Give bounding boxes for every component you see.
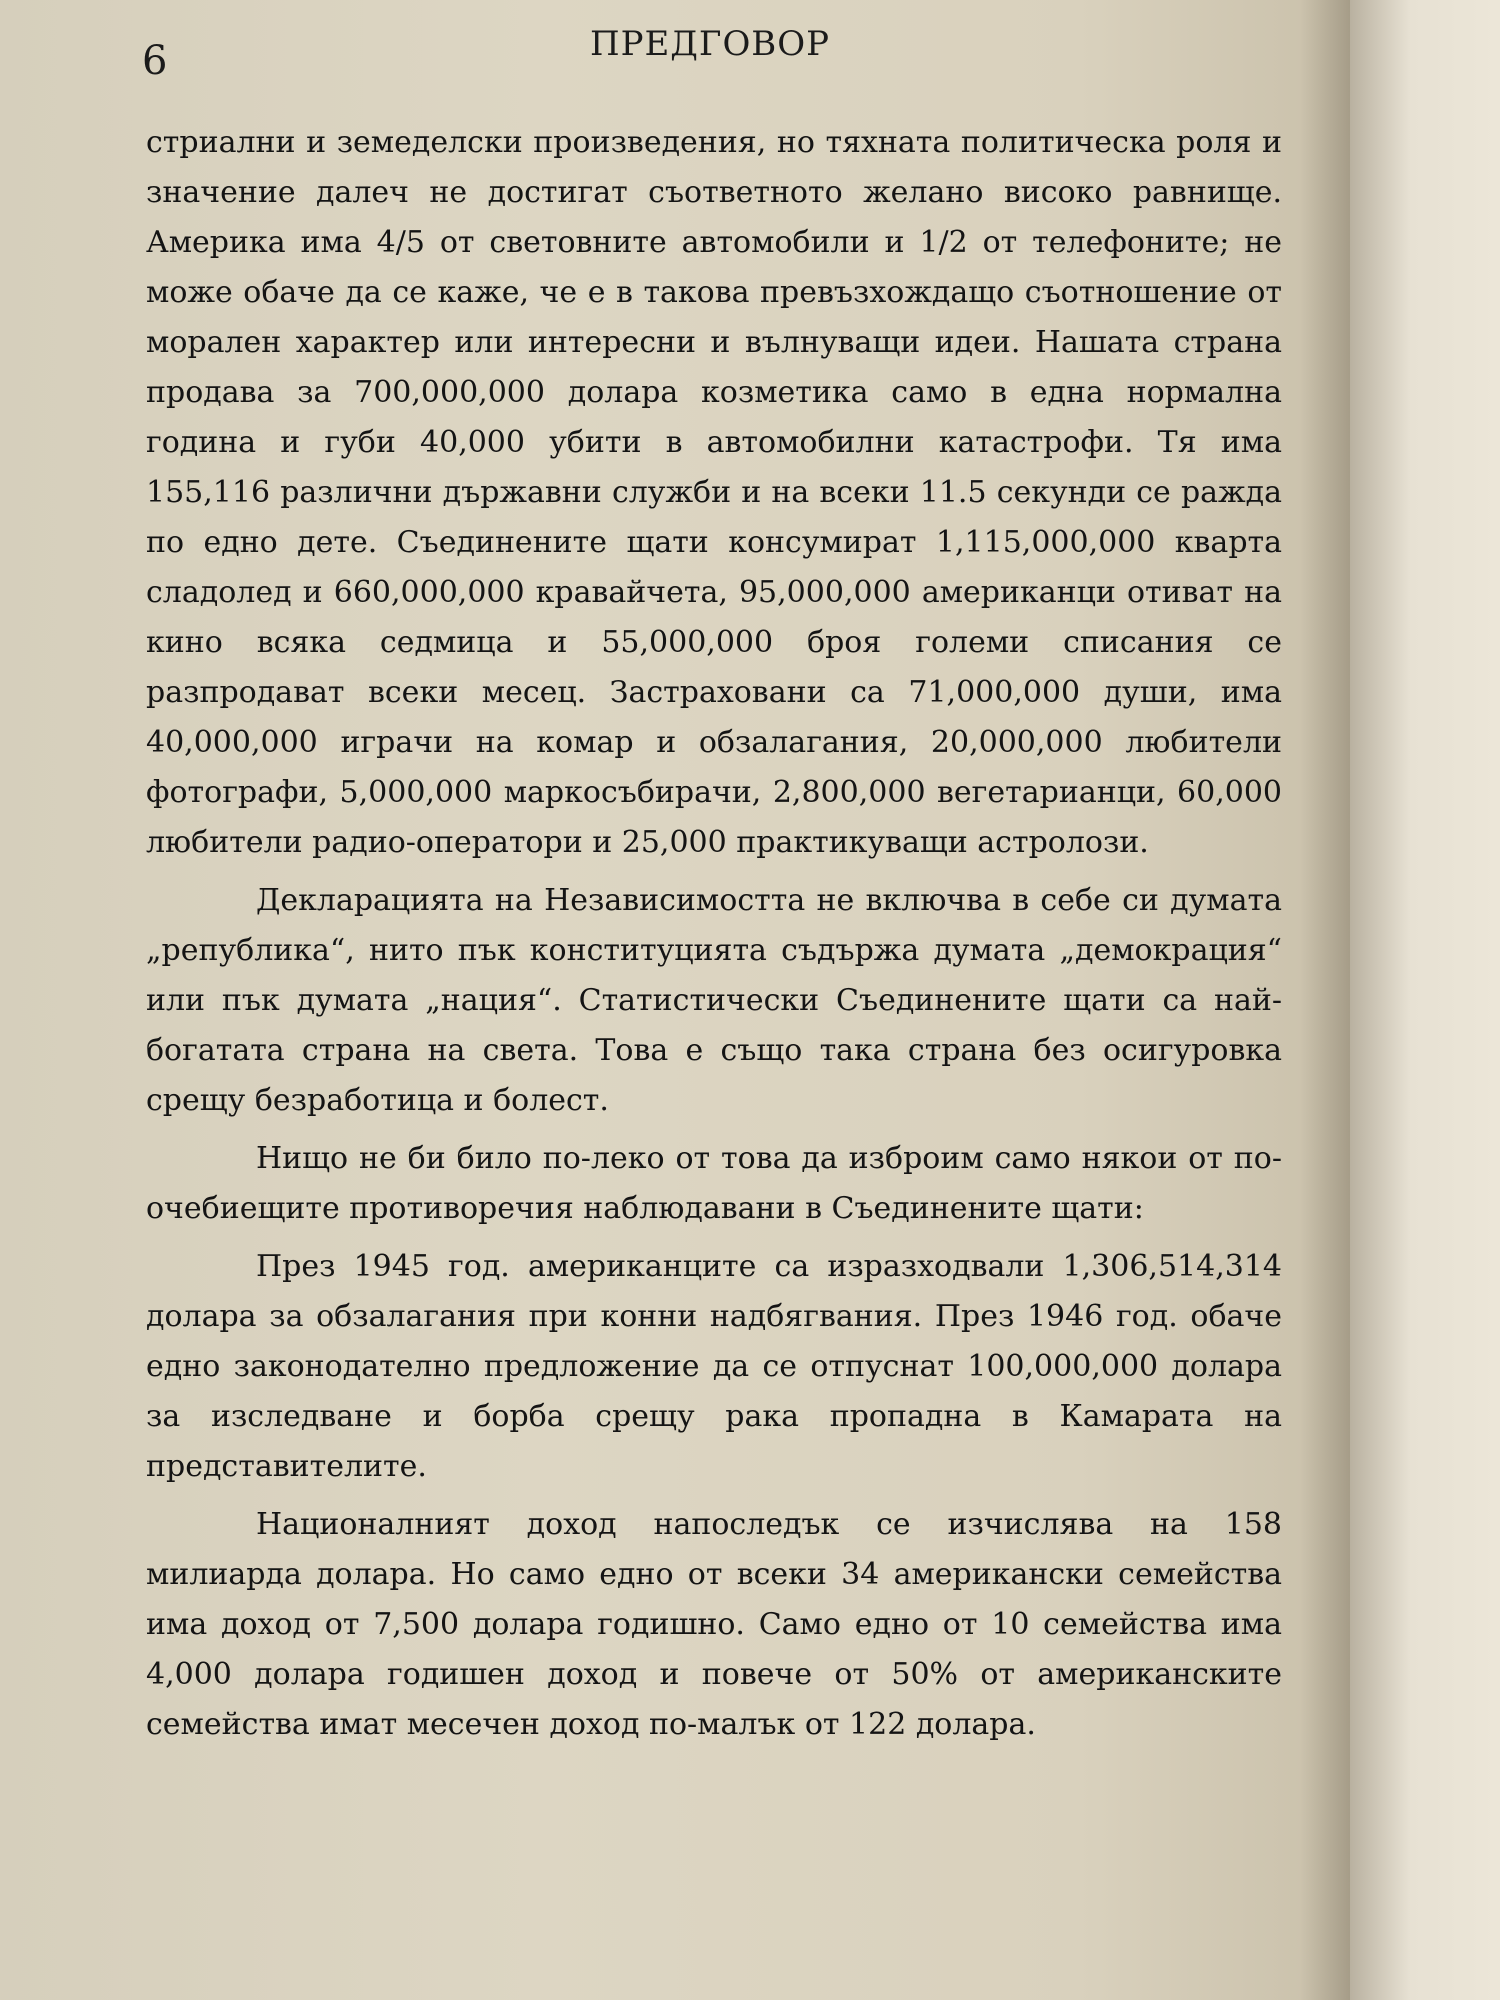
- running-title: ПРЕДГОВОР: [589, 24, 831, 64]
- page-number: 6: [142, 38, 168, 84]
- paragraph-statistics: стриални и земеделски произведения, но тяхната политическа роля и значение далеч не достигат съответното желано високо равнище. Америка има 4/5 от световните автомобили и 1/2 от телефоните; не може обаче да се каже, че е в такова превъзхождащо съотношение от морален характер или интересни и вълнуващи идеи. Нашата страна продава за 700,000,000 долара козметика само в една нормална година и губи 40,000 убити в автомобилни катастрофи. Тя има 155,116 различни държавни служби и на всеки 11.5 секунди се ражда по едно дете. Съединените щати консумират 1,115,000,000 кварта сладолед и 660,000,000 кравайчета, 95,000,000 американци отиват на кино всяка седмица и 55,000,000 броя големи списания се разпродават всеки месец. Застраховани са 71,000,000 души, има 40,000,000 играчи на комар и обзалагания, 20,000,000 любители фотографи, 5,000,000 маркосъбирачи, 2,800,000 вегетарианци, 60,000 любители радио-оператори и 25,000 практикуващи астролози.: [146, 125, 1282, 860]
- paragraph-declaration: Декларацията на Независимостта не включва в себе си думата „република“, нито пък конституцията съдържа думата „демокрация“ или пък думата „нация“. Статистически Съединените щати са най-богатата страна на света. Това е също така страна без осигуровка срещу безработица и болест.: [146, 883, 1282, 1118]
- paragraph-horse-racing: През 1945 год. американците са изразходвали 1,306,514,314 долара за обзалагания при конни надбягвания. През 1946 год. обаче едно законодателно предложение да се отпуснат 100,000,000 долара за изследване и борба срещу рака пропадна в Камарата на представителите.: [146, 1249, 1282, 1484]
- page-header: [140, 20, 1280, 90]
- adjacent-page-edge: [1350, 0, 1500, 2000]
- paragraph-contradictions: Нищо не би било по-леко от това да изброим само някои от по-очебиещите противоречия наблюдавани в Съединените щати:: [146, 1141, 1282, 1226]
- body-text: [146, 118, 1282, 1758]
- paragraph-national-income: Националният доход напоследък се изчислява на 158 милиарда долара. Но само едно от всеки 34 американски семейства има доход от 7,500 долара годишно. Само едно от 10 семейства има 4,000 долара годишен доход и повече от 50% от американските семейства имат месечен доход по-малък от 122 долара.: [146, 1507, 1282, 1742]
